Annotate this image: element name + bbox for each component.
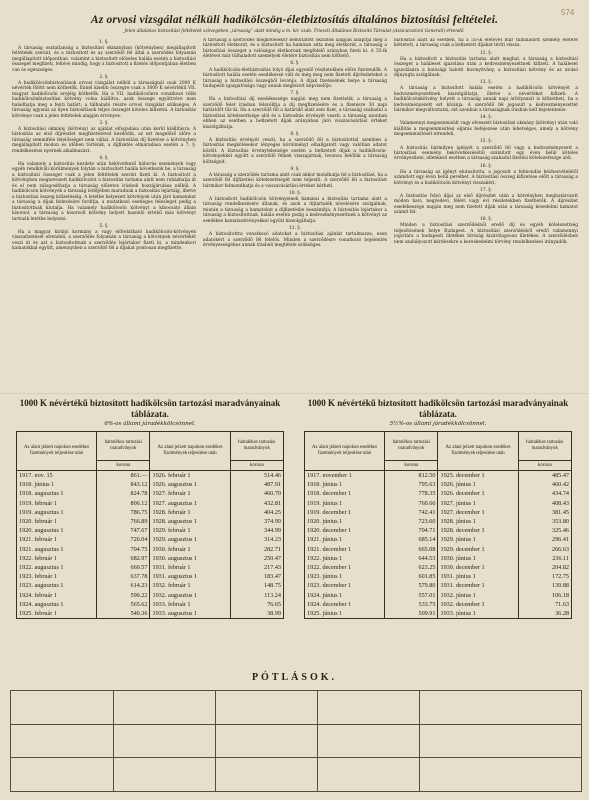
column-unit: korona: [230, 460, 283, 470]
balance-cell: 660.57: [97, 563, 150, 572]
table-row: [305, 600, 572, 609]
clause-number: 17. §.: [480, 187, 492, 193]
paper-fold: [0, 393, 589, 395]
table-row: [17, 499, 284, 508]
table-row: [305, 554, 572, 563]
due-date-cell: 1923. december 1: [305, 581, 385, 590]
due-date-cell: 1928. augusztus 1: [150, 517, 230, 526]
due-date-cell: 1924. június 1: [305, 591, 385, 600]
due-date-cell: 1927. február 1: [150, 489, 230, 498]
due-date-cell: 1930. február 1: [150, 545, 230, 554]
due-date-cell: 1920. február 1: [17, 517, 97, 526]
table-row: [305, 609, 572, 619]
due-date-cell: 1919. december 1: [305, 508, 385, 517]
column-header-date: Az alant jelzett napokon esedékes fizetmények teljesítése után: [305, 431, 385, 470]
due-date-cell: 1933. augusztus 1: [150, 609, 230, 619]
clause-text: Minden a biztosítási szerződésből eredő díj és egyéb kötelezettség teljesítésének helye Budapest. A biztosítási szerződésből eredő valamennyi jogvitára a budapesti illetékes bíróság kizárólagosan illetékes. A szerződésben nem szabályozott kérdésekre a kereskedelmi törvény rendelkezései irányadók.: [394, 223, 578, 245]
clause-number: 12. §.: [480, 50, 492, 56]
table-row: [17, 563, 284, 572]
table-row: [17, 480, 284, 489]
column-unit: korona: [518, 460, 571, 470]
due-date-cell: 1929. augusztus 1: [150, 535, 230, 544]
due-date-cell: 1920. június 1: [305, 517, 385, 526]
clause-text: A hadikölcsönbiztosítások orvosi vizsgálat nélkül a társaságnál csak 2000 K névérték fölött nem köthetők. Ennél kisebb összegre csak a 3000 K névértékű VII. magyar hadikölcsön erejéig köthetők. Ha a VII. hadikölcsönre vonatkozó több hadikölcsönbiztosítási kötvény volna kiállítva, azok összege együttvéve nem haladhatja meg a fenti határt; a túlhaladó részre orvosi vizsgálat szükséges. A társaság ugyanis az ilyen biztosítások teljes összegét köteles kifizetni. A biztosítás kötvénye csak a jelen feltételek alapján érvényes.: [12, 80, 196, 119]
due-date-cell: 1933. február 1: [150, 600, 230, 609]
due-date-cell: 1919. június 1: [305, 499, 385, 508]
grid-line: [113, 691, 114, 791]
document-title: Az orvosi vizsgálat nélküli hadikölcsön-életbiztosítás általános biztosítási feltételei.: [90, 14, 499, 26]
table-row: [17, 508, 284, 517]
due-date-cell: 1924. december 1: [305, 600, 385, 609]
due-date-cell: 1926. február 1: [150, 470, 230, 480]
clause-number: 9. §.: [290, 166, 300, 172]
table-row: [305, 508, 572, 517]
balance-cell: 485.47: [518, 470, 571, 480]
due-date-cell: 1926. június 1: [438, 480, 518, 489]
balance-cell: 540.36: [97, 609, 150, 619]
due-date-cell: 1926. augusztus 1: [150, 480, 230, 489]
due-date-cell: 1930. augusztus 1: [150, 554, 230, 563]
balance-cell: 704.71: [385, 526, 438, 535]
clause-text: A társaság a biztosított halála esetén a hadikölcsön kötvényét a kedvezményezettnek kiszolgáltatja, illetve a névértéket kifizeti. A hadikölcsönkötvény helyett a társaság annak napi árfolyamát is kifizetheti, ha a kedvezményezett ezt kívánja. A szerződő fél jogosult a kedvezményezettet bármikor megváltoztatni, ezt azonban a társaságnak írásban kell bejelentenie.: [394, 86, 578, 114]
addenda-grid: [10, 690, 582, 792]
balance-cell: 601.85: [385, 572, 438, 581]
balance-cell: 557.01: [385, 591, 438, 600]
balance-cell: 778.35: [385, 489, 438, 498]
due-date-cell: 1929. június 1: [438, 535, 518, 544]
balance-cell: 139.88: [518, 581, 571, 590]
balance-cell: 644.53: [385, 554, 438, 563]
grid-line: [215, 691, 216, 791]
due-date-cell: 1927. augusztus 1: [150, 499, 230, 508]
due-date-cell: 1918. június 1: [17, 480, 97, 489]
balance-cell: 353.80: [518, 517, 571, 526]
grid-line: [317, 691, 318, 791]
column-header-balance: hátralékos tartozási maradványok: [97, 431, 150, 460]
table-row: [305, 499, 572, 508]
clause-text: A biztosítottra vonatkozó adatokat a biztosítási ajánlat tartalmazza; ezen adatokért a szerződő fél felelős. Minden a szerződésre vonatkozó bejelentés érvényességéhez annak írásbeli megtétele szükséges.: [203, 232, 387, 248]
clause-number: 3. §.: [99, 120, 109, 126]
table-row: [17, 470, 284, 480]
clause-number: 16. §.: [480, 163, 492, 169]
clause-number: 8. §.: [290, 131, 300, 137]
due-date-cell: 1922. február 1: [17, 554, 97, 563]
balance-cell: 460.42: [518, 480, 571, 489]
due-date-cell: 1931. június 1: [438, 572, 518, 581]
conditions-column-3: [394, 38, 578, 390]
table-row: [17, 545, 284, 554]
due-date-cell: 1932. augusztus 1: [150, 591, 230, 600]
balance-cell: 704.75: [97, 545, 150, 554]
due-date-cell: 1931. augusztus 1: [150, 572, 230, 581]
table-row: [305, 581, 572, 590]
due-date-cell: 1933. június 1: [438, 609, 518, 619]
column-unit: korona: [97, 460, 150, 470]
balance-cell: 795.63: [385, 480, 438, 489]
balance-cell: 250.47: [230, 554, 283, 563]
table-row: [305, 591, 572, 600]
balance-cell: 36.28: [518, 609, 571, 619]
clause-number: 13. §.: [480, 80, 492, 86]
balance-cell: 614.23: [97, 581, 150, 590]
clause-number: 10. §.: [289, 190, 301, 196]
balance-cell: 236.11: [518, 554, 571, 563]
balance-cell: 786.75: [97, 508, 150, 517]
column-header-balance: hátralékos tartozási maradványok: [518, 431, 571, 460]
balance-cell: 726.04: [97, 535, 150, 544]
due-date-cell: 1931. február 1: [150, 563, 230, 572]
due-date-cell: 1924. augusztus 1: [17, 600, 97, 609]
due-date-cell: 1919. február 1: [17, 499, 97, 508]
table-row: [305, 572, 572, 581]
due-date-cell: 1932. február 1: [150, 581, 230, 590]
table-row: [17, 526, 284, 535]
clause-text: Ha a biztosított a biztosítás tartama alatt meghal, a társaság a biztosítási összeget a haláleset igazolása után a kedvezményezettnek kifizeti. A haláleset igazolására a hatósági halotti bizonyítvány, a biztosítási kötvény és az utolsó díjnyugta szolgálnak.: [394, 56, 578, 79]
table-row: [305, 480, 572, 489]
clause-number: 11. §.: [289, 225, 301, 231]
balance-cell: 843.12: [97, 480, 150, 489]
due-date-cell: 1924. február 1: [17, 591, 97, 600]
balance-cell: 296.41: [518, 535, 571, 544]
due-date-cell: 1925. június 1: [305, 609, 385, 619]
balance-cell: 217.43: [230, 563, 283, 572]
table-row: [305, 535, 572, 544]
clause-number: 14. §.: [480, 115, 492, 121]
amortization-table: [16, 431, 284, 619]
due-date-cell: 1923. június 1: [305, 572, 385, 581]
table-heading: 1000 K névértékű biztosított hadikölcsön tartozási maradványainak táblázata.: [19, 398, 281, 419]
grid-line: [419, 691, 420, 791]
table-row: [17, 600, 284, 609]
due-date-cell: 1929. február 1: [150, 526, 230, 535]
balance-cell: 404.25: [230, 508, 283, 517]
due-date-cell: 1920. december 1: [305, 526, 385, 535]
balance-cell: 460.70: [230, 489, 283, 498]
clause-text: A társaság a szerződés megkötésekor bemutatott okiratok alapján állapítja meg a biztosított életkorát, és a biztosított ha hamisan adta meg életkorát, a társaság a biztosítási összeget a valóságos életkornak megfelelő arányban fizeti ki. A 55-ik életévet már túlhaladott személyek életére biztosítás nem köthető.: [203, 38, 387, 60]
clause-text: Ha valamely a biztosítás kezdete után bekövetkező háborús események vagy egyéb rendkívüli körülmények folytán a biztosított halála következik be, a társaság a biztosítási összeget csak a jelen feltételek szerint fizeti ki. A biztosított a kötvényben megnevezett hadikölcsönt a biztosítás tartama alatt nem ruházhatja át és el nem zálogosíthatja a társaság előzetes írásbeli hozzájárulása nélkül. A hadikölcsön kötvények a társaság letétjében maradnak a biztosítás lejártáig, illetve a biztosítási összeg kifizetéséig. A letétbe helyezett kötvények után járó kamatokat a társaság a díjak fedezésére fordítja, a mutatkozó esetleges felesleget pedig a biztosítottnak kiutalja. Ha valamely hadikölcsön kötvényt a kibocsátó állam kisorsol, a társaság a kisorsolt kötvény helyett hasonló értékű más kötvényt tartozik letétbe helyezni.: [12, 161, 196, 222]
due-date-cell: 1918. augusztus 1: [17, 489, 97, 498]
balance-cell: 38.99: [230, 609, 283, 619]
clause-text: A biztosított hadikölcsön kötvényeinek kamatai a biztosítás tartama alatt a társaság rendelkezésére állanak, és azok a díjtartalék növelésére szolgálnak, miután a társaság a kamatokat a díjfizetésbe beszámítja. A biztosítás lejártakor a társaság a biztosítottnak, halála esetén pedig a kedvezményezettnek a kötvényt az esedékes kamatszelvényekkel együtt kiszolgáltatja.: [203, 196, 387, 224]
balance-cell: 590.22: [97, 591, 150, 600]
table-row: [305, 545, 572, 554]
balance-cell: 183.47: [230, 572, 283, 581]
due-date-cell: 1925. december 1: [438, 470, 518, 480]
due-date-cell: 1918. június 1: [305, 480, 385, 489]
clause-number: 1. §.: [99, 39, 109, 45]
table-row: [305, 517, 572, 526]
table-row: [17, 554, 284, 563]
clause-text: A biztosítási okmány (kötvény) az ajánlat elfogadása után kerül kiállításra. A biztosítás az első díjrészlet megfizetésével kezdődik, az ezt megelőző időre a társaság semmiféle felelősséget nem vállal. A biztosítási díj fizetése a kötvényben megállapított módon és időben történik, a díjfizetés elmaradása esetén a 7. §. rendelkezései nyernek alkalmazást.: [12, 126, 196, 154]
balance-cell: 565.62: [97, 600, 150, 609]
clause-number: 15. §.: [480, 139, 492, 145]
clause-text: Ha a magyar királyi kormány a vagy előrelátható hadikölcsön-kötvények visszafizetését elrendeli, a szerződés folyamán a társaság a kötvények névértékét veszi át és azt a biztosítottnak a szerződés lejártakor fizeti ki, a mindenkori kamatokkal együtt, amennyiben a szerződő fél a díjakat pontosan megfizette.: [12, 229, 196, 252]
table-row: [17, 489, 284, 498]
table-subheading: 6%-os állami járadékkölcsönnel.: [104, 420, 196, 427]
clause-number: 5. §.: [99, 223, 109, 229]
table-row: [17, 535, 284, 544]
due-date-cell: 1917. nov. 15: [17, 470, 97, 480]
addenda-heading: PÓTLÁSOK.: [251, 672, 338, 683]
table-row: [17, 581, 284, 590]
balance-cell: 282.71: [230, 545, 283, 554]
due-date-cell: 1932. december 1: [438, 600, 518, 609]
due-date-cell: 1919. augusztus 1: [17, 508, 97, 517]
conditions-column-2: [203, 38, 387, 390]
balance-cell: 266.63: [518, 545, 571, 554]
balance-cell: 432.81: [230, 499, 283, 508]
clause-text: A biztosítás érvényét veszti, ha a szerződő fél a biztosítottal szemben a biztosítás megkötésekor lényeges körülményt elhallgatott vagy valótlan adatot közölt. A biztosítás érvénytelensége esetén a befizetett díjak a hadikölcsön-kötvényekkel együtt a szerződő félnek visszajárnak, levonva belőlük a társaság költségeit.: [203, 137, 387, 165]
due-date-cell: 1928. június 1: [438, 517, 518, 526]
balance-cell: 579.80: [385, 581, 438, 590]
due-date-cell: 1928. február 1: [150, 508, 230, 517]
balance-cell: 861.—: [97, 470, 150, 480]
table-row: [305, 563, 572, 572]
due-date-cell: 1921. augusztus 1: [17, 545, 97, 554]
balance-cell: 623.25: [385, 563, 438, 572]
clause-number: 7. §.: [290, 91, 300, 97]
balance-cell: 812.50: [385, 470, 438, 480]
balance-cell: 742.41: [385, 508, 438, 517]
balance-cell: 665.08: [385, 545, 438, 554]
grid-line: [11, 757, 581, 758]
balance-cell: 71.63: [518, 600, 571, 609]
due-date-cell: 1927. június 1: [438, 499, 518, 508]
balance-cell: 408.43: [518, 499, 571, 508]
clause-number: 2. §.: [99, 74, 109, 80]
balance-cell: 509.91: [385, 609, 438, 619]
table-subheading: 5½%-os állami járadékkölcsönnel.: [389, 420, 487, 427]
table-heading: 1000 K névértékű biztosított hadikölcsön tartozási maradványainak táblázata.: [307, 398, 569, 419]
table-row: [305, 526, 572, 535]
amortization-table: [304, 431, 572, 619]
amortization-table-block-2: [304, 398, 572, 619]
balance-cell: 148.75: [230, 581, 283, 590]
balance-cell: 344.99: [230, 526, 283, 535]
table-row: [305, 470, 572, 480]
table-row: [17, 517, 284, 526]
clause-text: A biztosítás folyó díjai az első díjrészlet után a kötvényben meghatározott módon havi, negyedévi, félévi vagy évi részletekben fizethetők. A díjrészlet esedékessége napján meg nem fizetett díjak után a társaság késedelmi kamatot számít fel.: [394, 193, 578, 216]
clause-number: 6. §.: [290, 61, 300, 67]
due-date-cell: 1930. december 1: [438, 563, 518, 572]
due-date-cell: 1923. február 1: [17, 572, 97, 581]
page-number: 574: [561, 8, 575, 17]
clause-text: Valamennyi megsemmisült vagy elveszett biztosítási okmány (kötvény) után való kiállítás a megsemmisítési eljárás befejezése után lehetséges, amely a kötvény megsemmisítését elrendeli.: [394, 121, 578, 138]
balance-cell: 723.60: [385, 517, 438, 526]
clause-text: Ha a biztosítási díj esedékessége napján meg nem fizettetik, a társaság a szerződő felet írásban felszólítja a díj megfizetésére és a fizetésre 30 napi határidőt tűz ki. Ha a szerződő fél a határidő alatt sem fizet, a társaság szabadul a biztosítási kötelezettsége alól és a biztosítás érvényét veszti; a társaság azonban ebben az esetben a befizetett díjak arányában járó visszavásárlási értéket kiszolgáltatja.: [203, 97, 387, 130]
table-row: [17, 572, 284, 581]
due-date-cell: 1927. december 1: [438, 508, 518, 517]
balance-cell: 381.45: [518, 508, 571, 517]
balance-cell: 533.75: [385, 600, 438, 609]
balance-cell: 487.91: [230, 480, 283, 489]
table-row: [17, 609, 284, 619]
clause-text: A társaság a szerződés tartama alatt csak akkor mondhatja fel a biztosítást, ha a szerződő fél díjfizetési kötelezettségét nem teljesíti. A szerződő fél a biztosítást bármikor felmondhatja és a visszavásárlási értéket kérheti.: [203, 172, 387, 189]
clause-number: 4. §.: [99, 155, 109, 161]
balance-cell: 514.46: [230, 470, 283, 480]
due-date-cell: 1925. február 1: [17, 609, 97, 619]
due-date-cell: 1923. augusztus 1: [17, 581, 97, 590]
amortization-table-block-1: [16, 398, 284, 619]
column-unit: korona: [385, 460, 438, 470]
balance-cell: 685.14: [385, 535, 438, 544]
balance-cell: 106.18: [518, 591, 571, 600]
clause-text: biztosítás alatt az esetben, ha a 55-ik életévét már túlhaladott személy életére köttetett, a társaság csak a befizetett díjakat téríti vissza.: [394, 38, 578, 49]
due-date-cell: 1922. december 1: [305, 563, 385, 572]
clause-text: A biztosítás bármilyen igényét a szerződő fél vagy a kedvezményezett a biztosítási esemény bekövetkezésétől számított egy éven belül köteles érvényesíteni, ellenkező esetben a társaság szabadul fizetési kötelezettsége alól.: [394, 145, 578, 162]
table-row: [305, 489, 572, 498]
due-date-cell: 1918. december 1: [305, 489, 385, 498]
due-date-cell: 1930. június 1: [438, 554, 518, 563]
clause-text: A hadikölcsön-életbiztosítás folyó díjai egyenlő részletekben előre fizetendők. A biztosított halála esetén esedékessé vált és még meg nem fizetett díjrészleteket a társaság a biztosítási összegből levonja. A díjak fizetésének helye a társaság budapesti igazgatósága vagy annak megbízott képviselője.: [203, 67, 387, 90]
due-date-cell: 1921. június 1: [305, 535, 385, 544]
due-date-cell: 1922. június 1: [305, 554, 385, 563]
balance-cell: 766.89: [97, 517, 150, 526]
due-date-cell: 1928. december 1: [438, 526, 518, 535]
balance-cell: 76.65: [230, 600, 283, 609]
due-date-cell: 1921. február 1: [17, 535, 97, 544]
due-date-cell: 1932. június 1: [438, 591, 518, 600]
clause-text: A társaság osztatlanság a biztosítási okmányban (kötvényben) megállapított feltételek szerint, és a biztosított és az szerződő fél által a szerződés folyamán megállapított időpontban, valamint a biztosított előzetes halála esetén a biztosítási összeget megfizeti, feltéve mindig, hogy a biztosított a fizetés időpontjában életben van és egészséges.: [12, 45, 196, 73]
column-header-balance: hátralékos tartozási maradványok: [385, 431, 438, 460]
column-header-date: Az alant jelzett napokon esedékes fizetmények teljesítése után: [438, 431, 518, 470]
due-date-cell: 1921. december 1: [305, 545, 385, 554]
due-date-cell: 1926. december 1: [438, 489, 518, 498]
column-header-balance: hátralékos tartozási maradványok: [230, 431, 283, 460]
balance-cell: 806.12: [97, 499, 150, 508]
grid-line: [11, 724, 581, 725]
conditions-columns: [12, 38, 578, 390]
balance-cell: 747.67: [97, 526, 150, 535]
due-date-cell: 1931. december 1: [438, 581, 518, 590]
document-subtitle: Jelen általános biztosítási feltételek szövegében „társaság” alatt mindig a m. kir. szab. Trieszti Általános Biztosító Társulat (Assicurazioni Generali) értendő.: [124, 29, 465, 34]
balance-cell: 325.46: [518, 526, 571, 535]
balance-cell: 113.24: [230, 591, 283, 600]
clause-number: 18. §.: [480, 217, 492, 223]
clause-text: Ha a társaság az igényt elutasította, a jogosult a felmondás kézhezvételétől számított egy éven belül perelhet. A biztosítási összeg kifizetése előtt a társaság a kötvényt és a hadikölcsön kötvényt visszakéri.: [394, 169, 578, 186]
due-date-cell: 1920. augusztus 1: [17, 526, 97, 535]
due-date-cell: 1929. december 1: [438, 545, 518, 554]
column-header-date: Az alant jelzett napokon esedékes fizetmények teljesítése után: [17, 431, 97, 470]
due-date-cell: 1922. augusztus 1: [17, 563, 97, 572]
conditions-column-1: [12, 38, 196, 390]
balance-cell: 314.23: [230, 535, 283, 544]
table-row: [17, 591, 284, 600]
balance-cell: 374.99: [230, 517, 283, 526]
balance-cell: 172.75: [518, 572, 571, 581]
balance-cell: 760.60: [385, 499, 438, 508]
due-date-cell: 1917. november 1: [305, 470, 385, 480]
balance-cell: 637.78: [97, 572, 150, 581]
balance-cell: 824.78: [97, 489, 150, 498]
balance-cell: 682.97: [97, 554, 150, 563]
column-header-date: Az alant jelzett napokon esedékes fizetmények teljesítése után: [150, 431, 230, 470]
balance-cell: 204.82: [518, 563, 571, 572]
balance-cell: 434.74: [518, 489, 571, 498]
